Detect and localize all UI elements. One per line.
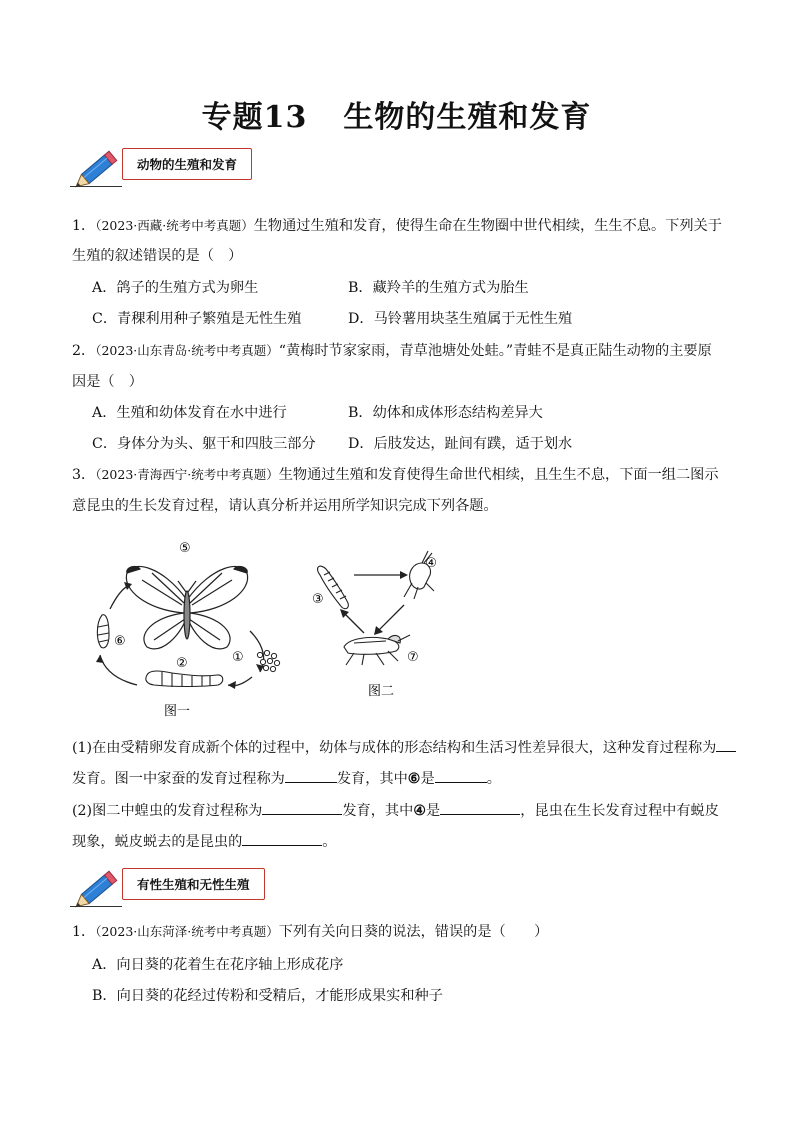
question-2-option-c[interactable]: C．身体分为头、躯干和四肢三部分: [92, 436, 316, 452]
question-1-option-d[interactable]: D．马铃薯用块茎生殖属于无性生殖: [348, 311, 573, 327]
question-3-part-1-line2: 发育。图一中家蚕的发育过程称为 发育，其中⑥是 。: [72, 768, 724, 789]
answer-blank[interactable]: [435, 768, 487, 783]
question-2-option-a[interactable]: A．生殖和幼体发育在水中进行: [92, 405, 287, 421]
section-label: 有性生殖和无性生殖: [122, 868, 265, 900]
section-underline: [70, 906, 122, 907]
title-topic-number: 专题13: [201, 100, 308, 135]
figure-1-label: 图一: [164, 704, 191, 719]
arrow-larva-to-pupa: [100, 655, 137, 685]
mark-2: ②: [176, 656, 188, 671]
section-underline: [70, 186, 122, 187]
question-1-stem-line2: 生殖的叙述错误的是（ ）: [72, 248, 243, 264]
section-2-question-1-option-a[interactable]: A．向日葵的花着生在花序轴上形成花序: [92, 957, 344, 973]
question-1-option-b[interactable]: B．藏羚羊的生殖方式为胎生: [348, 280, 529, 296]
question-3-part-1-line1: (1)在由受精卵发育成新个体的过程中，幼体与成体的形态结构和生活习性差异很大，这种发育过程称为: [72, 737, 724, 758]
title-topic-name: 生物的生殖和发育: [343, 100, 592, 135]
larva-illustration: [146, 671, 223, 687]
arrow-nymph-to-adult: [378, 605, 404, 631]
question-3-part-2-line1: (2)图二中蝗虫的发育过程称为 发育，其中④是 ，昆虫在生长发育过程中有蜕皮: [72, 800, 724, 821]
answer-blank[interactable]: [262, 800, 342, 815]
arrow-adult-to-egg-2: [344, 613, 364, 633]
butterfly-illustration: [126, 566, 247, 648]
question-1-stem-line1: 1．（2023·西藏·统考中考真题）生物通过生殖和发育，使得生命在生物圈中世代相续，生生不息。下列关于: [72, 218, 722, 234]
answer-blank[interactable]: [285, 768, 337, 783]
page-title: [0, 92, 793, 136]
question-1-option-a[interactable]: A．鸽子的生殖方式为卵生: [92, 280, 259, 296]
question-3-part-2-line2: 现象，蜕皮蜕去的是昆虫的 。: [72, 831, 724, 852]
question-1-option-c[interactable]: C．青稞利用种子繁殖是无性生殖: [92, 311, 302, 327]
pencil-icon: [68, 142, 124, 198]
question-2-option-b[interactable]: B．幼体和成体形态结构差异大: [348, 405, 543, 421]
section-header-1: [68, 142, 298, 198]
mark-1: ①: [232, 650, 244, 665]
lifecycle-diagram: [92, 535, 442, 725]
pupa-illustration: [97, 615, 109, 648]
insect-lifecycle-figure: [92, 535, 442, 725]
section-header-2: [68, 862, 298, 918]
answer-blank[interactable]: [716, 737, 736, 752]
question-2-stem-line1: 2．（2023·山东青岛·统考中考真题）“黄梅时节家家雨，青草池塘处处蛙。”青蛙不是真正陆生动物的主要原: [72, 343, 712, 359]
question-2-stem-line2: 因是（ ）: [72, 374, 143, 390]
mark-5: ⑤: [179, 541, 191, 556]
section-label: 动物的生殖和发育: [122, 148, 252, 180]
mark-4: ④: [425, 556, 437, 571]
answer-blank[interactable]: [242, 831, 322, 846]
question-3-stem-line1: 3．（2023·青海西宁·统考中考真题）生物通过生殖和发育使得生命世代相续，且生生不息，下面一组二图示: [72, 467, 719, 483]
question-2-option-d[interactable]: D．后肢发达，趾间有蹼，适于划水: [348, 436, 573, 452]
figure-2-label: 图二: [368, 684, 395, 699]
section-2-question-1-option-b[interactable]: B．向日葵的花经过传粉和受精后，才能形成果实和种子: [92, 988, 443, 1004]
question-3-stem-line2: 意昆虫的生长发育过程，请认真分析并运用所学知识完成下列各题。: [72, 498, 498, 514]
mark-7: ⑦: [407, 650, 419, 665]
pencil-icon: [68, 862, 124, 918]
mark-6: ⑥: [114, 634, 126, 649]
adult-locust-illustration: [344, 635, 410, 665]
section-2-question-1-stem: 1．（2023·山东菏泽·统考中考真题）下列有关向日葵的说法，错误的是（ ）: [72, 924, 549, 940]
mark-3: ③: [312, 592, 324, 607]
answer-blank[interactable]: [440, 800, 520, 815]
